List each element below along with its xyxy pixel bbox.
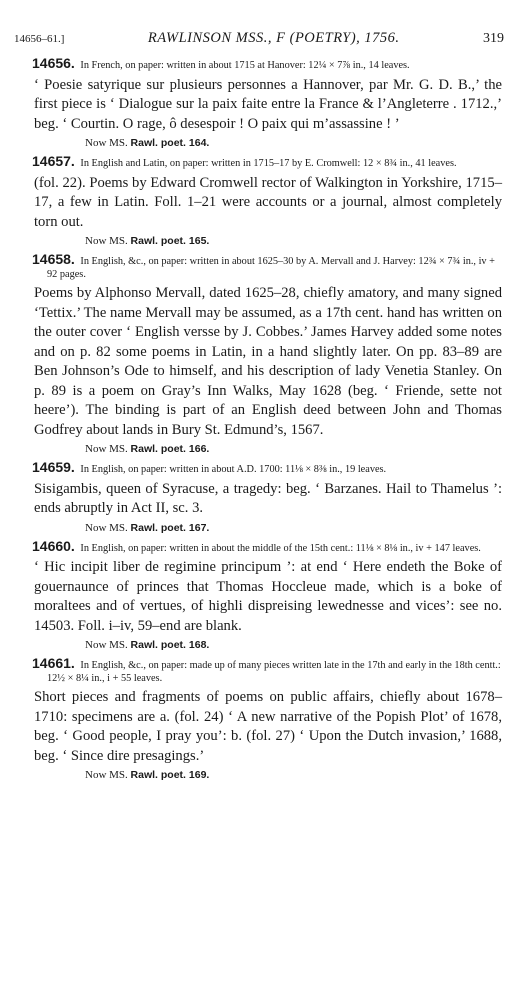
entry-description <box>14 537 504 556</box>
entry-number: 14658. <box>32 251 75 267</box>
entry-body: (fol. 22). Poems by Edward Cromwell rector of Walkington in Yorkshire, 1715–17, a few in Latin. Foll. 1–21 were accounts or a journal, almost completely torn out. <box>34 174 502 230</box>
entry-number: 14661. <box>32 655 75 671</box>
entry-number: 14660. <box>32 537 75 554</box>
shelfmark-prefix: Now MS. <box>85 137 128 149</box>
shelfmark <box>85 769 504 781</box>
catalogue-entry <box>14 253 504 455</box>
shelfmark-prefix: Now MS. <box>85 235 128 247</box>
shelfmark <box>85 235 504 247</box>
entry-number: 14659. <box>32 459 75 475</box>
catalogue-entry <box>14 461 504 534</box>
entry-physical-description: In English, &c., on paper: made up of many pieces written late in the 17th and early in the 18th centt.: 12½ × 8¼ in., i + 55 leaves. <box>47 660 501 684</box>
shelfmark <box>85 137 504 149</box>
catalogue-entry <box>14 657 504 781</box>
page-number: 319 <box>482 31 504 46</box>
catalogue-entry <box>14 155 504 247</box>
shelfmark-prefix: Now MS. <box>85 769 128 781</box>
entry-physical-description: In English and Latin, on paper: written in 1715–17 by E. Cromwell: 12 × 8¾ in., 41 leaves. <box>80 158 457 169</box>
entry-number: 14656. <box>32 55 75 71</box>
shelfmark <box>85 639 504 651</box>
entry-description <box>14 461 504 477</box>
entry-physical-description: In English, &c., on paper: written in about 1625–30 by A. Mervall and J. Harvey: 12¾ × 7¾ in., iv + 92 pages. <box>47 256 495 280</box>
catalogue-entry <box>14 57 504 149</box>
shelfmark-rawl: Rawl. poet. 164. <box>130 137 210 149</box>
entry-range: 14656–61.] <box>14 33 65 45</box>
entry-body: Sisigambis, queen of Syracuse, a tragedy: beg. ‘ Barzanes. Hail to Thamelus ’: ends abruptly in Act II, sc. 3. <box>34 480 502 516</box>
entry-physical-description: In French, on paper: written in about 1715 at Hanover: 12¼ × 7⅞ in., 14 leaves. <box>80 60 410 71</box>
shelfmark-rawl: Rawl. poet. 167. <box>130 521 210 534</box>
entry-number: 14657. <box>32 153 75 169</box>
running-title: RAWLINSON MSS., F (POETRY), 1756. <box>147 30 400 46</box>
entry-body: Poems by Alphonso Mervall, dated 1625–28, chiefly amatory, and many signed ‘Tettix.’ The name Mervall may be assumed, as a 17th cent. hand has written on the outer cover ‘ English versse by J. Cobbes.’ James Harvey added some notes and on p. 82 some poems in Latin, in a hand slightly later. On pp. 83–89 are Ben Johnson’s Ode to himself, and his description of lady Venetia Stanley. On p. 89 is a poem on Gray’s Inn Walks, May 1628 (beg. ‘ Friende, sette not heere’). The binding is part of an English deed between John and Thomas Godfrey about lands in Bury St. Edmund’s, 1567. <box>34 285 502 438</box>
running-head <box>14 30 504 47</box>
shelfmark-rawl: Rawl. poet. 165. <box>130 235 210 247</box>
entry-description <box>14 155 504 171</box>
entry-body: ‘ Poesie satyrique sur plusieurs personnes a Hannover, par Mr. G. D. B.,’ the first piece is ‘ Dialogue sur la paix faite entre la France & l’Angleterre . 1712.,’ beg. ‘ Courtin. O rage, ô desespoir ! O paix qui m’assassine ! ’ <box>34 76 502 132</box>
shelfmark-prefix: Now MS. <box>85 639 128 651</box>
entry-physical-description: In English, on paper: written in about the middle of the 15th cent.: 11⅛ × 8⅛ in., iv + 147 leaves. <box>80 542 481 554</box>
catalogue-page <box>14 30 504 787</box>
shelfmark-rawl: Rawl. poet. 166. <box>130 443 210 455</box>
entry-description <box>14 253 504 281</box>
entry-physical-description: In English, on paper: written in about A.D. 1700: 11⅛ × 8⅜ in., 19 leaves. <box>80 464 387 475</box>
entry-body: ‘ Hic incipit liber de regimine principum ’: at end ‘ Here endeth the Boke of gouernaunce of princes that Thomas Hoccleue made, which is a boke of moraltees and of vertues, of highli dispreising lewednesse and vices’: see no. 14503. Foll. i–iv, 59–end are blank. <box>34 559 502 634</box>
shelfmark-prefix: Now MS. <box>85 521 128 534</box>
shelfmark-rawl: Rawl. poet. 169. <box>130 769 210 781</box>
shelfmark <box>85 522 504 534</box>
catalogue-entry <box>14 537 504 652</box>
entry-body: Short pieces and fragments of poems on public affairs, chiefly about 1678–1710: specimens are a. (fol. 24) ‘ A new narrative of the Popish Plot’ of 1678, beg. ‘ Good people, I pray you’: b. (fol. 27) ‘ Upon the Dutch invasion,’ 1688, beg. ‘ Since dire presagings.’ <box>34 689 502 764</box>
shelfmark-rawl: Rawl. poet. 168. <box>130 639 210 651</box>
entry-description <box>14 57 504 73</box>
shelfmark-prefix: Now MS. <box>85 443 128 455</box>
entry-description <box>14 657 504 685</box>
shelfmark <box>85 443 504 455</box>
